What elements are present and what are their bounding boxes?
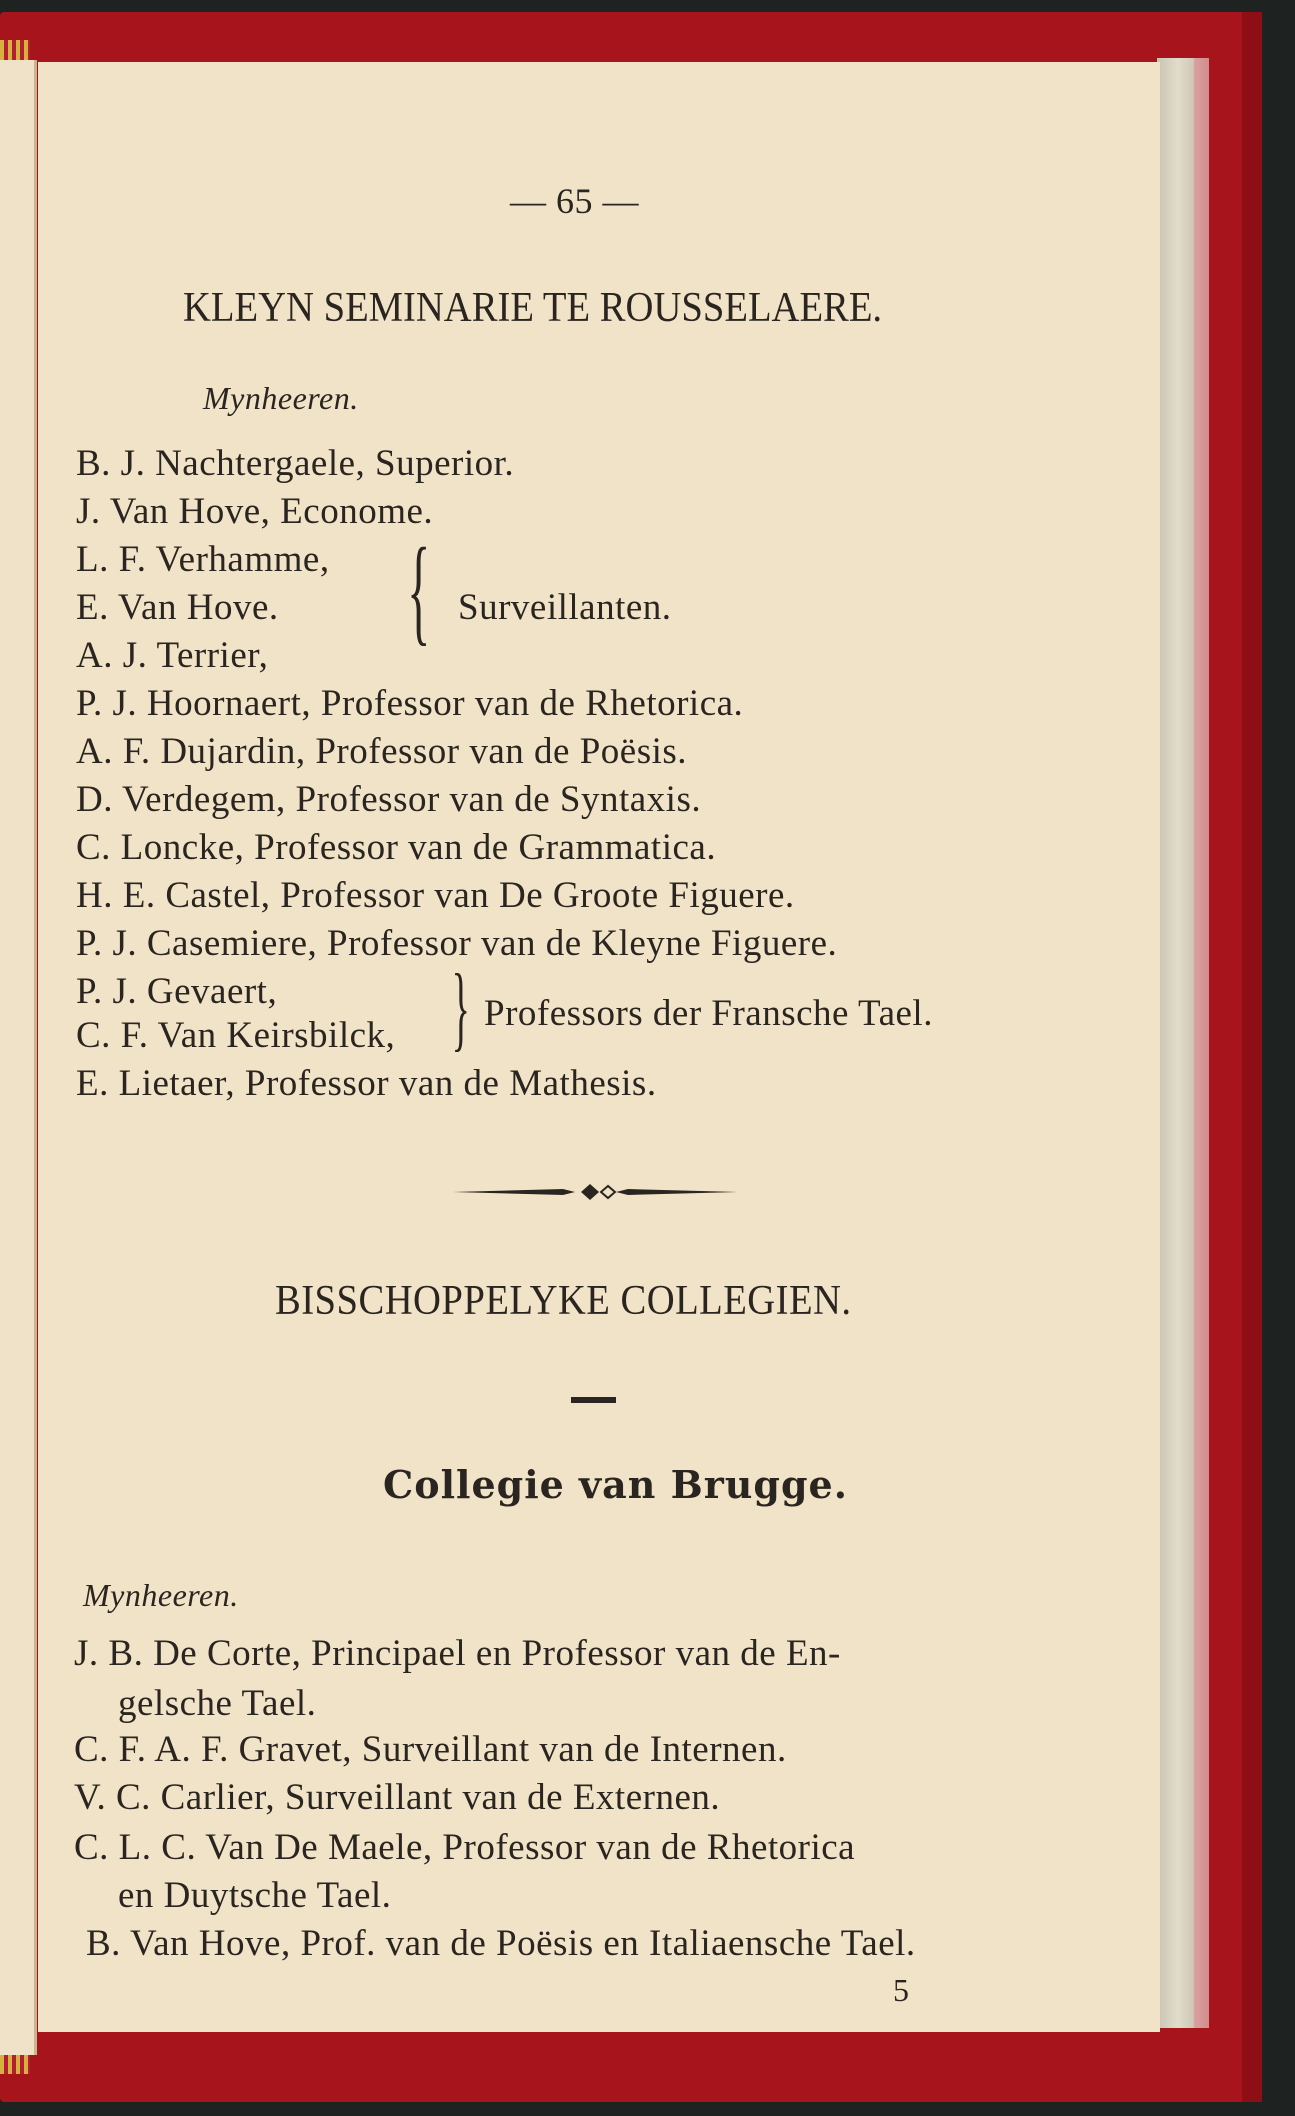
entry-line: A. F. Dujardin, Professor van de Poësis. <box>76 731 688 772</box>
salutation: Mynheeren. <box>83 1577 239 1613</box>
group-label-fransche: Professors der Fransche Tael. <box>484 993 933 1034</box>
short-rule <box>571 1397 616 1403</box>
group-label-surveillanten: Surveillanten. <box>458 587 672 628</box>
entry-line: C. Loncke, Professor van de Grammatica. <box>76 827 717 868</box>
entry-line: J. Van Hove, Econome. <box>76 491 434 532</box>
brace-icon: } <box>451 954 470 1060</box>
facing-page-edge <box>0 60 37 2055</box>
entry-line: B. Van Hove, Prof. van de Poësis en Italiaensche Tael. <box>86 1923 916 1964</box>
entry-line: V. C. Carlier, Surveillant van de Externen. <box>74 1777 721 1818</box>
entry-line: E. Van Hove. <box>76 587 279 628</box>
subsection-title-brugge: Collegie van Brugge. <box>383 1462 848 1507</box>
entry-line: E. Lietaer, Professor van de Mathesis. <box>76 1063 657 1104</box>
entry-line: P. J. Gevaert, <box>76 971 278 1012</box>
entry-line: D. Verdegem, Professor van de Syntaxis. <box>76 779 702 820</box>
cover-edge <box>1242 12 1262 2102</box>
page-block-edges <box>1157 58 1209 2028</box>
salutation: Mynheeren. <box>203 380 359 416</box>
entry-line: C. F. A. F. Gravet, Surveillant van de Internen. <box>74 1729 787 1770</box>
section-title-collegien: BISSCHOPPELYKE COLLEGIEN. <box>275 1278 852 1324</box>
entry-line: P. J. Hoornaert, Professor van de Rhetorica. <box>76 683 744 724</box>
entry-line: H. E. Castel, Professor van De Groote Figuere. <box>76 875 795 916</box>
entry-line: A. J. Terrier, <box>76 635 269 676</box>
entry-line: J. B. De Corte, Principael en Professor van de En- <box>74 1633 841 1674</box>
entry-line: C. L. C. Van De Maele, Professor van de Rhetorica <box>74 1827 856 1868</box>
page-number: — 65 — <box>510 181 639 221</box>
entry-line: P. J. Casemiere, Professor van de Kleyne Figuere. <box>76 923 838 964</box>
entry-line: gelsche Tael. <box>118 1683 317 1724</box>
signature-mark: 5 <box>893 1972 910 2008</box>
entry-line: B. J. Nachtergaele, Superior. <box>76 443 515 484</box>
entry-line: L. F. Verhamme, <box>76 539 330 580</box>
ornament-divider-icon <box>453 1181 738 1203</box>
book-page <box>38 62 1160 2032</box>
entry-line: en Duytsche Tael. <box>118 1875 392 1916</box>
entry-line: C. F. Van Keirsbilck, <box>76 1015 396 1056</box>
brace-icon: { <box>407 523 431 656</box>
section-title-seminarie: KLEYN SEMINARIE TE ROUSSELAERE. <box>183 285 883 331</box>
